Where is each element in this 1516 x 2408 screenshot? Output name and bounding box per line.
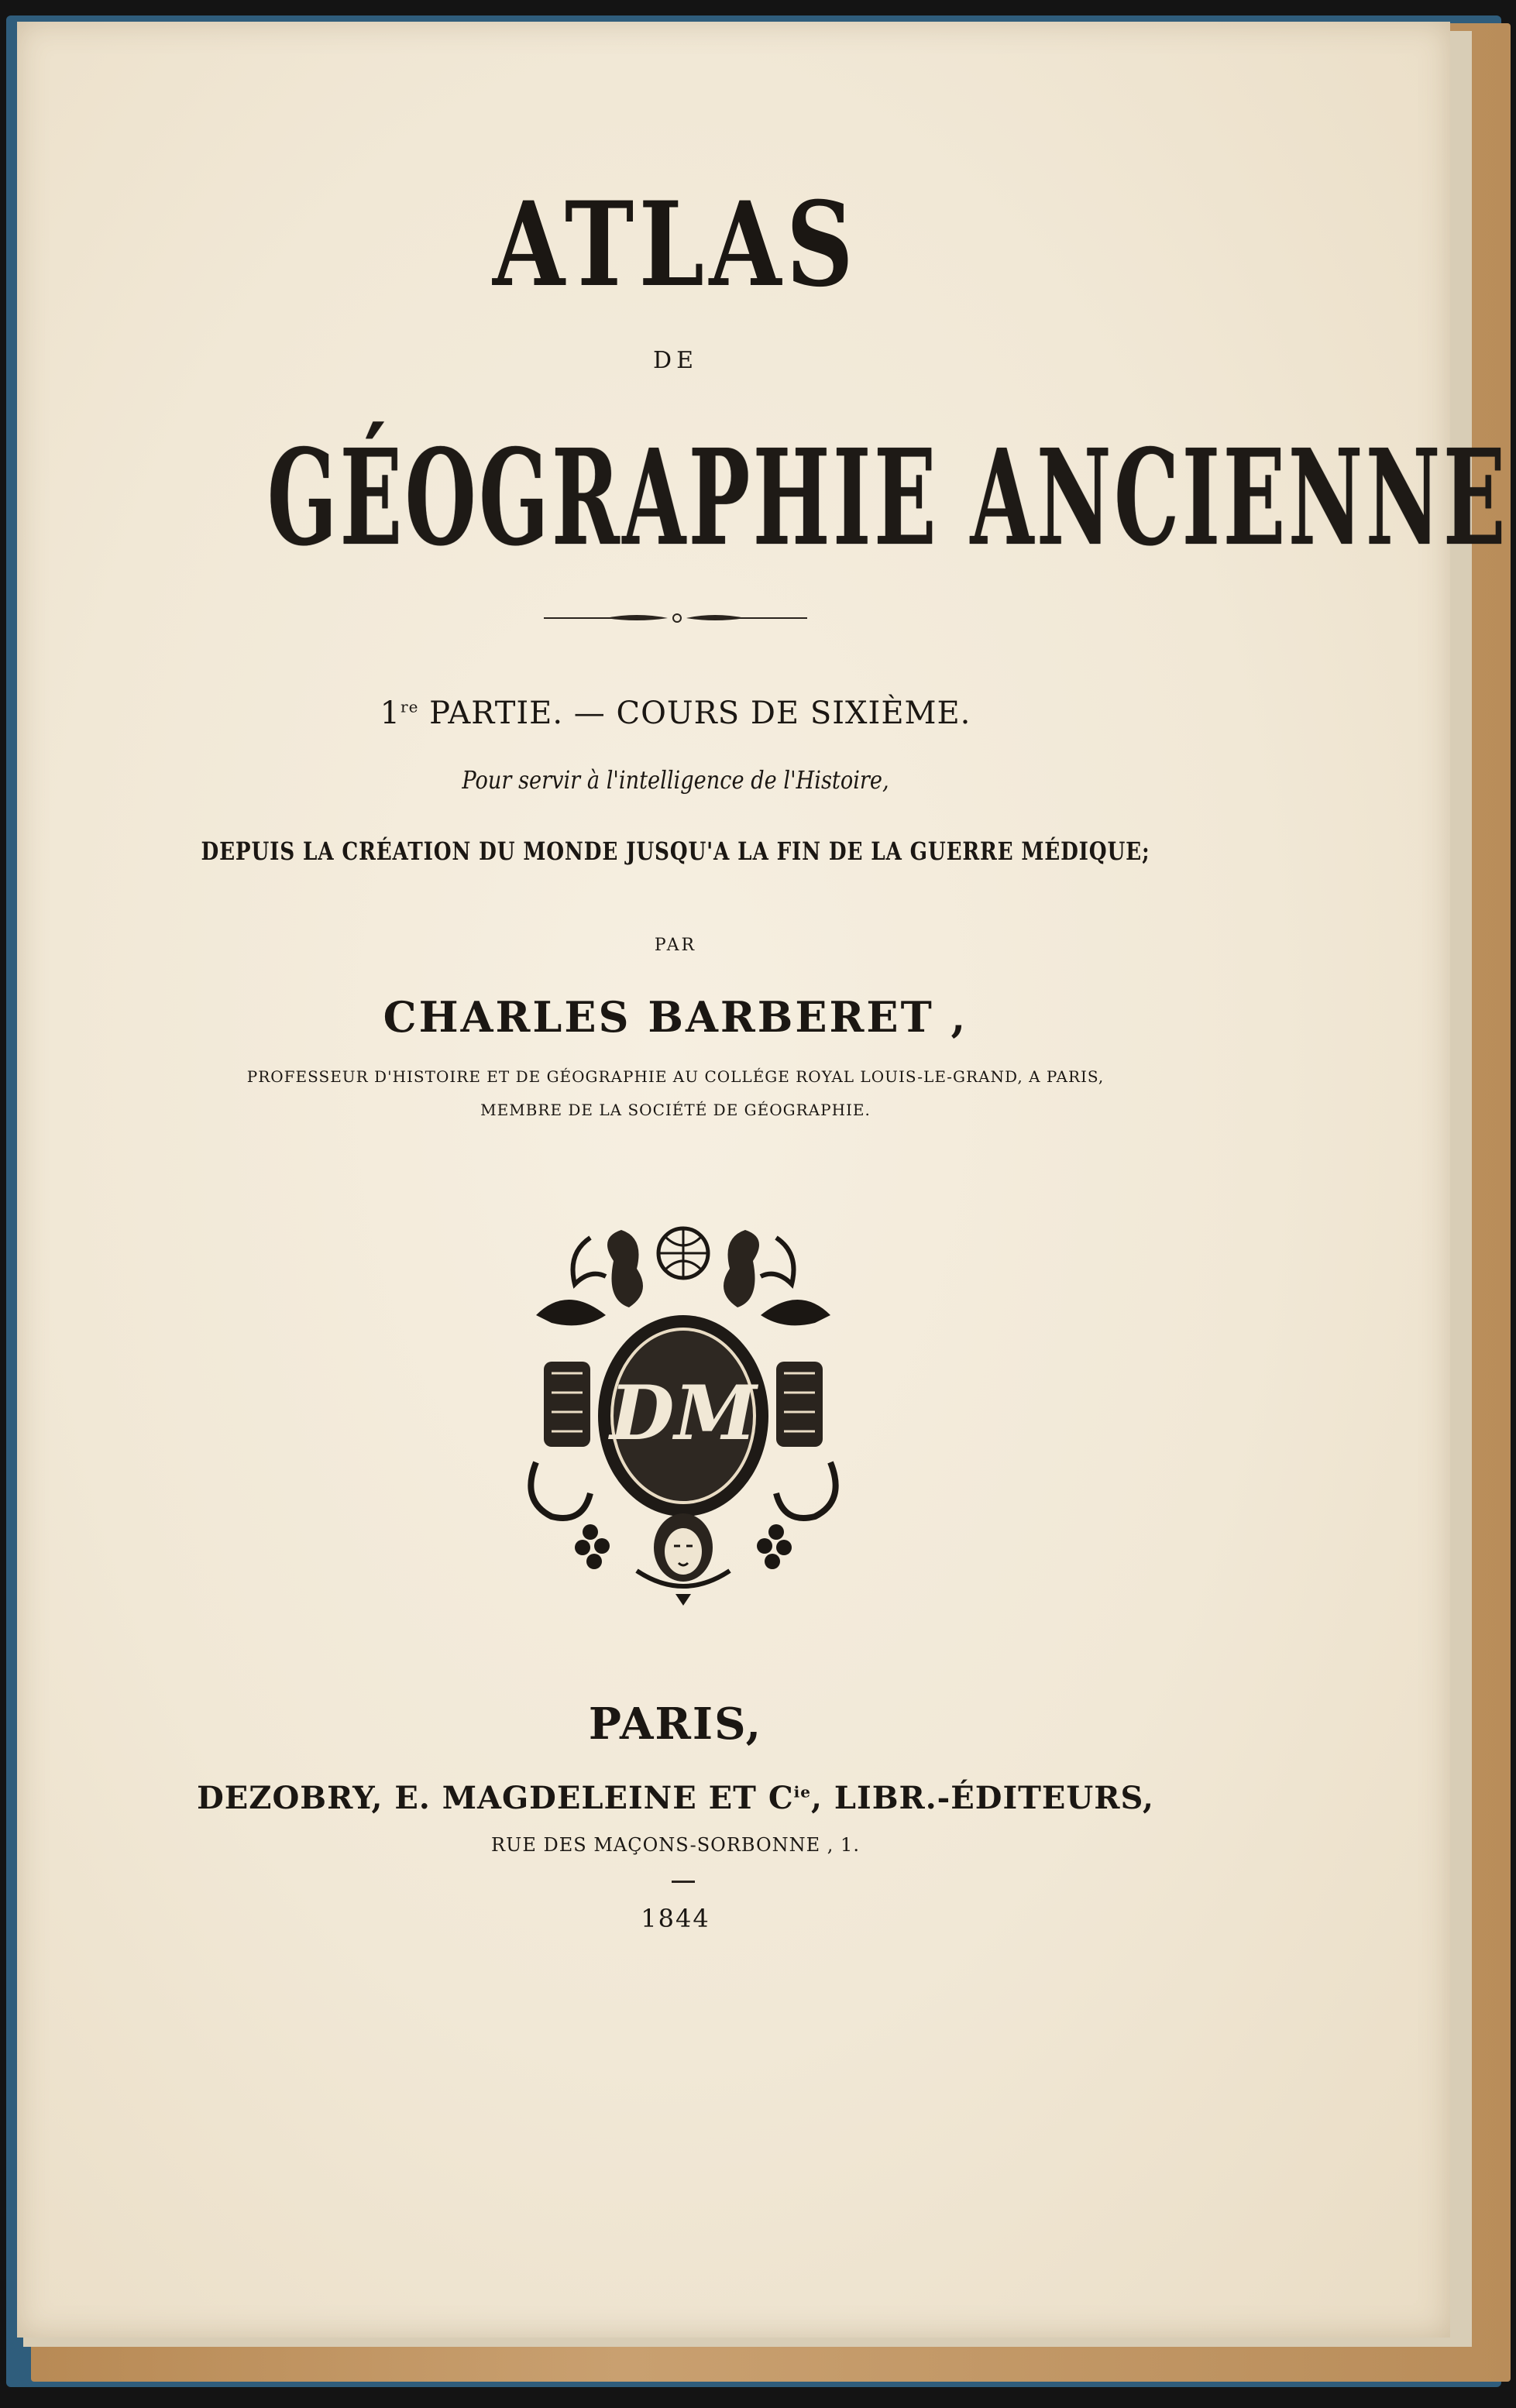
purpose-line: Pour servir à l'intelligence de l'Histoire, [462, 765, 889, 795]
publisher-name: DEZOBRY, E. MAGDELEINE ET C [197, 1780, 794, 1816]
by-label: PAR [654, 936, 697, 955]
author-name: CHARLES BARBERET , [383, 992, 968, 1042]
title-subject: GÉOGRAPHIE ANCIENNE [267, 421, 1509, 575]
title-de: DE [653, 347, 698, 374]
title-page [17, 22, 1509, 2338]
title-atlas: ATLAS [493, 177, 858, 313]
ornament-divider-icon [17, 610, 1334, 626]
scope-line: DEPUIS LA CRÉATION DU MONDE JUSQU'A LA FIN DE LA GUERRE MÉDIQUE; [201, 836, 1150, 866]
publisher-emblem-icon [521, 1207, 846, 1609]
imprint-city: PARIS, [588, 1699, 763, 1750]
author-credentials-1: PROFESSEUR D'HISTOIRE ET DE GÉOGRAPHIE AU COLLÉGE ROYAL LOUIS-LE-GRAND, A PARIS, [246, 1067, 1105, 1086]
part-number: 1 [380, 696, 401, 731]
publisher-role: , LIBR.-ÉDITEURS, [811, 1780, 1154, 1816]
author-credentials-2: MEMBRE DE LA SOCIÉTÉ DE GÉOGRAPHIE. [480, 1101, 871, 1119]
imprint-rule [672, 1881, 695, 1883]
part-heading [17, 696, 1334, 731]
part-ordinal: re [400, 697, 419, 716]
imprint-year: 1844 [641, 1904, 710, 1933]
part-heading-text: PARTIE. — COURS DE SIXIÈME. [418, 696, 971, 731]
imprint-address: RUE DES MAÇONS-SORBONNE , 1. [491, 1834, 860, 1856]
title-page-content [17, 22, 1509, 2338]
publisher-superscript: ie [793, 1782, 811, 1802]
emblem-monogram: DM [610, 1369, 757, 1457]
imprint-publisher [17, 1780, 1334, 1816]
